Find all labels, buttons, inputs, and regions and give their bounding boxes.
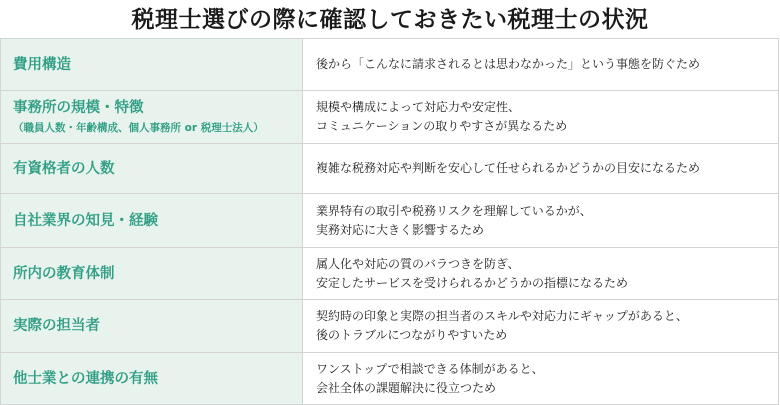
criterion-sublabel: （職員人数・年齢構成、個人事務所 or 税理士法人） [13,122,264,134]
reason-cell [303,194,779,248]
criterion-cell [1,194,303,248]
reason-text: 実務対応に大きく影響するため [316,222,485,237]
criterion-label: 所内の教育体制 [13,265,115,282]
criterion-cell [1,39,303,91]
criterion-label: 事務所の規模・特徴 [13,100,144,116]
reason-text: コミュニケーションの取りやすさが異なるため [316,119,568,133]
reason-text: 契約時の印象と実際の担当者のスキルや対応力にギャップがあると、 [316,309,688,323]
reason-cell [303,39,779,91]
reason-text: 業界特有の取引や税務リスクを理解しているかが、 [316,203,592,218]
reason-text: 会社全体の課題解決に役立つため [316,380,497,395]
table-row [1,39,779,91]
criterion-cell [1,300,303,353]
table-row [1,91,779,144]
table-row [1,144,779,194]
reason-cell [303,300,779,353]
reason-text: 安定したサービスを受けられるかどうかの指標になるため [316,275,629,290]
criterion-label: 実際の担当者 [13,318,100,334]
table-row [1,248,779,300]
reason-text: 属人化や対応の質のバラつきを防ぎ、 [316,256,520,271]
table-row [1,194,779,248]
reason-cell [303,353,779,405]
table-row [1,300,779,353]
criterion-cell [1,353,303,405]
criterion-cell [1,144,303,194]
reason-text: 後のトラブルにつながりやすいため [316,328,508,342]
reason-text: ワンストップで相談できる体制があると、 [316,361,544,376]
table-row [1,353,779,405]
reason-cell [303,91,779,144]
criterion-cell [1,91,303,144]
criterion-label: 費用構造 [13,56,71,73]
reason-text: 複雑な税務対応や判断を安心して任せられるかどうかの目安になるため [316,161,701,175]
criteria-table [0,38,779,405]
page-title: 税理士選びの際に確認しておきたい税理士の状況 [131,7,649,33]
criterion-cell [1,248,303,300]
reason-cell [303,248,779,300]
reason-text: 後から「こんなに請求されるとは思わなかった」という事態を防ぐため [316,57,701,71]
criterion-label: 他士業との連携の有無 [13,370,158,387]
reason-text: 規模や構成によって対応力や安定性、 [316,100,521,114]
reason-cell [303,144,779,194]
criterion-label: 自社業界の知見・経験 [13,212,158,229]
criterion-label: 有資格者の人数 [13,160,115,177]
